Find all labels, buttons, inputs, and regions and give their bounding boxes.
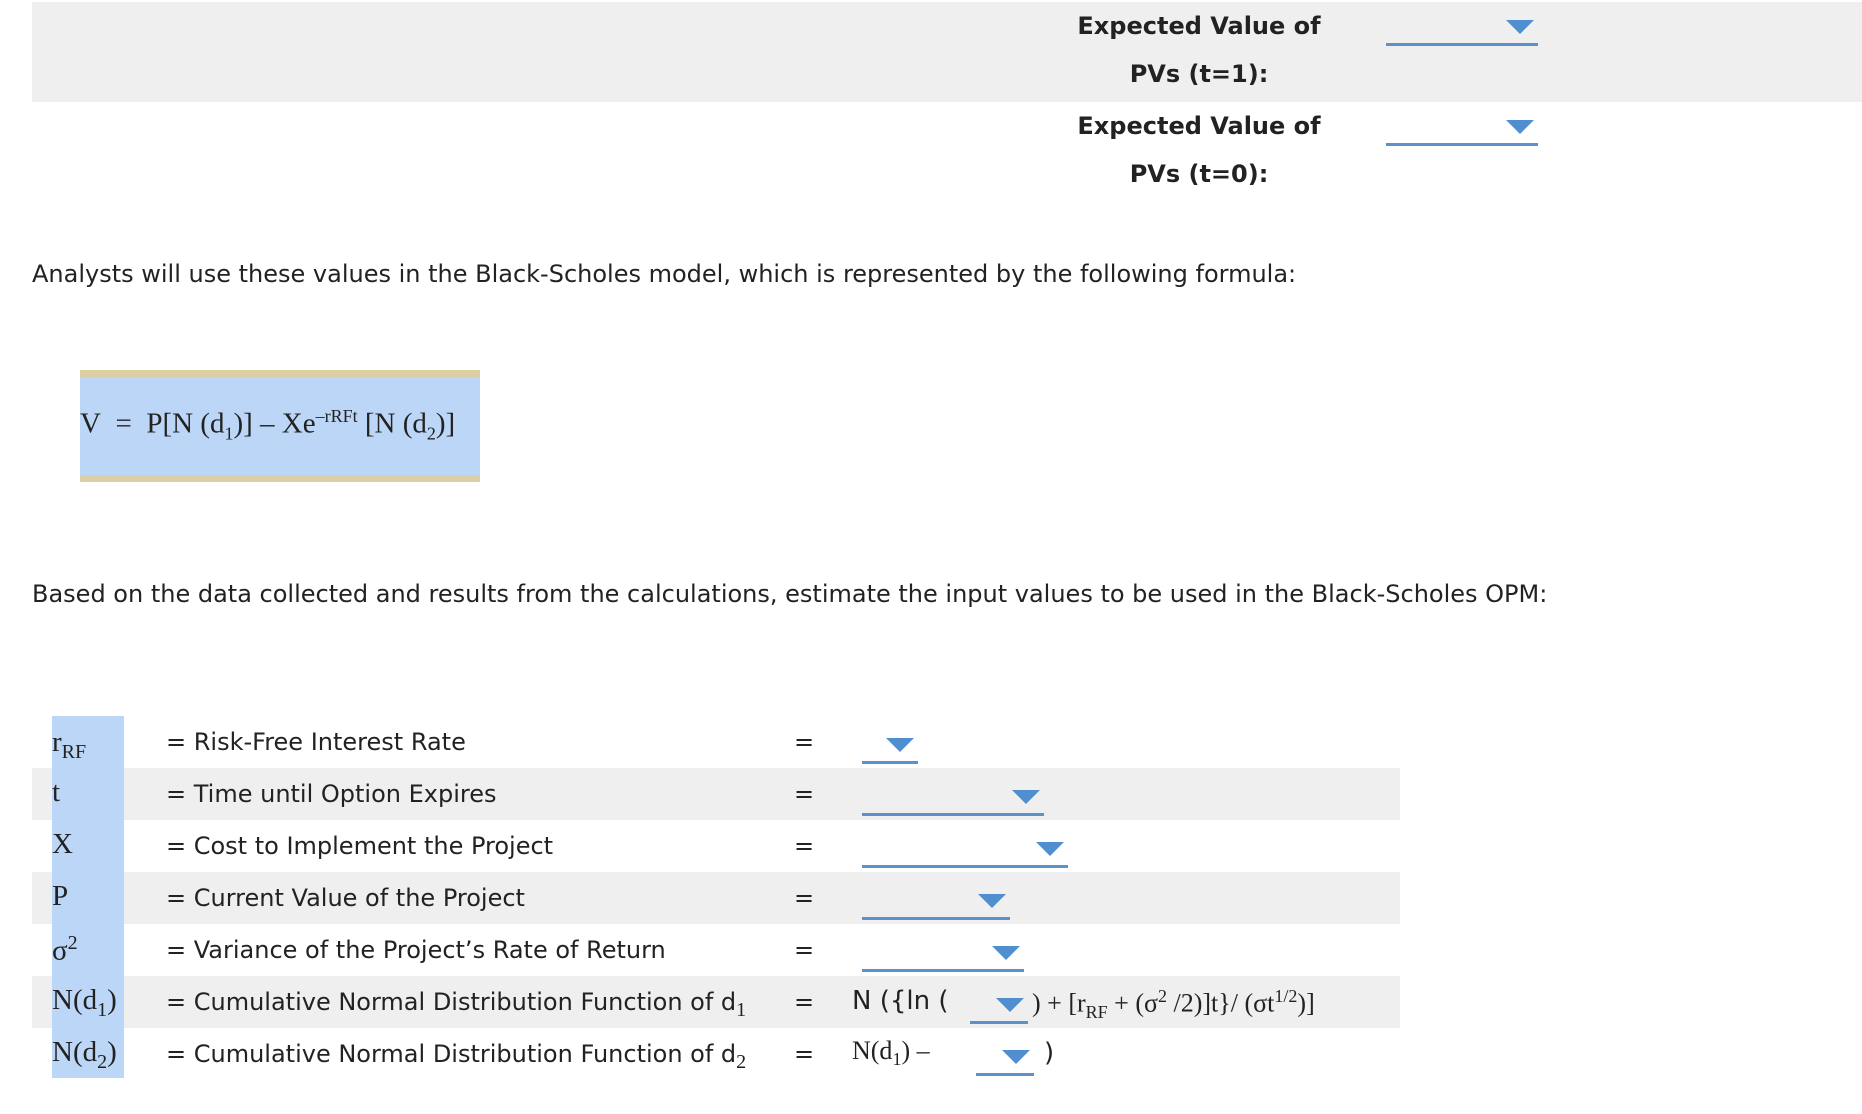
equals-p: = xyxy=(794,884,815,912)
instruction-text: Based on the data collected and results from the calculations, estimate the input values to be used in the Black-Scholes OPM: xyxy=(32,580,1548,608)
chevron-down-icon xyxy=(1036,842,1064,856)
desc-nd2: = Cumulative Normal Distribution Function of $d_2$ xyxy=(166,1040,747,1073)
table-row-t xyxy=(0,768,1862,820)
symbol-p: P xyxy=(52,880,69,912)
symbol-x: X xyxy=(52,828,73,860)
equals-rrf: = xyxy=(794,728,815,756)
symbol-t: t xyxy=(52,776,61,808)
symbol-sigma2: $\sigma^2$ xyxy=(52,932,78,967)
desc-x: = Cost to Implement the Project xyxy=(166,832,554,860)
black-scholes-formula-box xyxy=(80,370,480,482)
t-dropdown[interactable] xyxy=(862,772,1044,816)
desc-nd1: = Cumulative Normal Distribution Function of $d_1$ xyxy=(166,988,747,1021)
chevron-down-icon xyxy=(992,946,1020,960)
symbol-nd1: $N(d_1)$ xyxy=(52,984,117,1021)
nd1-dropdown[interactable] xyxy=(970,980,1028,1024)
chevron-down-icon xyxy=(886,738,914,752)
chevron-down-icon xyxy=(1506,120,1534,134)
chevron-down-icon xyxy=(978,894,1006,908)
desc-p: = Current Value of the Project xyxy=(166,884,525,912)
equals-nd2: = xyxy=(794,1040,815,1068)
rrf-dropdown[interactable] xyxy=(862,720,918,764)
formula-box-bottom-border xyxy=(80,475,480,482)
table-row-rrf xyxy=(0,716,1862,768)
x-dropdown[interactable] xyxy=(862,824,1068,868)
equals-x: = xyxy=(794,832,815,860)
expected-value-t1-dropdown[interactable] xyxy=(1386,2,1538,46)
black-scholes-formula: V = P[N $(d_1)] - Xe^{-rRFt}$ [N $(d_2)$] xyxy=(80,406,456,444)
expected-value-t1-line1: Expected Value of xyxy=(1077,12,1321,40)
formula-box-top-border xyxy=(80,370,480,377)
chevron-down-icon xyxy=(1012,790,1040,804)
equals-sigma2: = xyxy=(794,936,815,964)
table-row-nd2 xyxy=(0,1028,1862,1080)
expected-value-t0-line1: Expected Value of xyxy=(1077,112,1321,140)
nd1-formula-start: N ({ln ( xyxy=(852,986,949,1016)
p-dropdown[interactable] xyxy=(862,876,1010,920)
chevron-down-icon xyxy=(996,998,1024,1012)
expected-value-row-1-background xyxy=(32,2,1862,102)
nd2-formula-end: ) xyxy=(1044,1038,1055,1068)
table-row-nd1 xyxy=(0,976,1862,1028)
symbol-nd2: $N(d_2)$ xyxy=(52,1036,117,1073)
sigma2-dropdown[interactable] xyxy=(862,928,1024,972)
expected-value-t0-label xyxy=(1039,114,1359,186)
expected-value-t0-dropdown[interactable] xyxy=(1386,102,1538,146)
nd2-formula-start: $N(d_1)$ – xyxy=(852,1036,930,1070)
expected-value-t1-line2: PVs (t=1): xyxy=(1129,60,1269,88)
expected-value-t0-line2: PVs (t=0): xyxy=(1129,160,1269,188)
nd1-formula-end: ) + [$r_{RF} + (\sigma^2$ /2)]t}/ $(\sigma t^{1/2})$] xyxy=(1032,986,1315,1022)
nd2-dropdown[interactable] xyxy=(976,1032,1034,1076)
chevron-down-icon xyxy=(1002,1050,1030,1064)
table-row-sigma2 xyxy=(0,924,1862,976)
symbol-rrf: $r_{RF}$ xyxy=(52,726,87,763)
desc-t: = Time until Option Expires xyxy=(166,780,497,808)
equals-nd1: = xyxy=(794,988,815,1016)
equals-t: = xyxy=(794,780,815,808)
expected-value-t1-label xyxy=(1039,14,1359,86)
intro-text: Analysts will use these values in the Black-Scholes model, which is represented by the following formula: xyxy=(32,260,1297,288)
desc-rrf: = Risk-Free Interest Rate xyxy=(166,728,466,756)
desc-sigma2: = Variance of the Project’s Rate of Return xyxy=(166,936,666,964)
table-row-p xyxy=(0,872,1862,924)
chevron-down-icon xyxy=(1506,20,1534,34)
table-row-x xyxy=(0,820,1862,872)
